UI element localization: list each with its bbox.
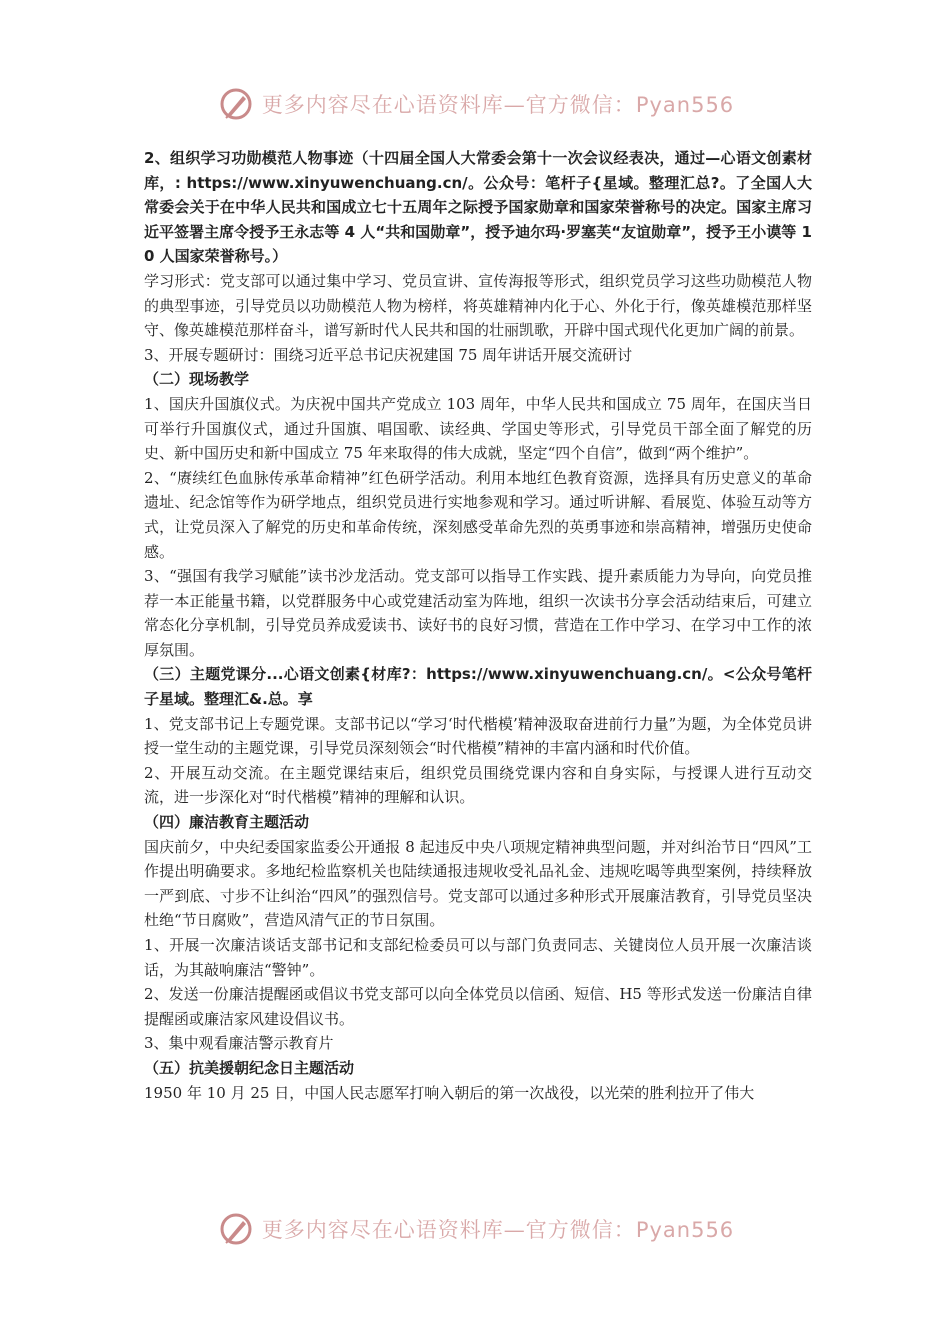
paragraph: 2、组织学习功勋模范人物事迹（十四届全国人大常委会第十一次会议经表决，通过—心语文创素材库，: https://www.xinyuwenchuang.cn/。公众号：笔杆子{星域。整理汇总?。了全国人大常委会关于在中华人民共和国成立七十五周年之际授予国家勋章和国家荣誉称号的决定。国家主席习近平签署主席令授予王永志等 4 人“共和国勋章”，授予迪尔玛·罗塞芙“友谊勋章”，授予王小谟等 10 人国家荣誉称号。） <box>144 149 812 266</box>
pen-logo-icon <box>216 1209 256 1249</box>
banner-label: 更多内容尽在心语资料库—官方微信： <box>261 93 636 117</box>
paragraph: 1、党支部书记上专题党课。支部书记以“学习‘时代楷模’精神汲取奋进前行力量”为题，为全体党员讲授一堂生动的主题党课，引导党员深刻领会“时代楷模”精神的丰富内涵和时代价值。 <box>144 714 812 758</box>
section-heading: （五）抗美援朝纪念日主题活动 <box>144 1058 355 1077</box>
banner-label: 更多内容尽在心语资料库—官方微信： <box>261 1218 636 1242</box>
paragraph: 3、开展专题研讨：围绕习近平总书记庆祝建国 75 周年讲话开展交流研讨 <box>144 345 633 364</box>
paragraph: 3、“强国有我学习赋能”读书沙龙活动。党支部可以指导工作实践、提升素质能力为导向，向党员推荐一本正能量书籍，以党群服务中心或党建活动室为阵地，组织一次读书分享会活动结束后，可建立常态化分享机制，引导党员养成爱读书、读好书的良好习惯，营造在工作中学习、在学习中工作的浓厚氛围。 <box>144 567 812 659</box>
paragraph: 1、开展一次廉洁谈话支部书记和支部纪检委员可以与部门负责同志、关键岗位人员开展一次廉洁谈话，为其敲响廉洁“警钟”。 <box>144 936 812 979</box>
header-banner <box>0 84 950 124</box>
paragraph: 3、集中观看廉洁警示教育片 <box>144 1034 334 1053</box>
paragraph: 国庆前夕，中央纪委国家监委公开通报 8 起违反中央八项规定精神典型问题，并对纠治节日“四风”工作提出明确要求。多地纪检监察机关也陆续通报违规收受礼品礼金、违规吃喝等典型案例，持续释放一严到底、寸步不让纠治“四风”的强烈信号。党支部可以通过多种形式开展廉洁教育，引导党员坚决杜绝“节日腐败”，营造风清气正的节日氛围。 <box>144 837 812 930</box>
paragraph: 1950 年 10 月 25 日，中国人民志愿军打响入朝后的第一次战役，以光荣的胜利拉开了伟大 <box>144 1083 755 1102</box>
section-heading: （四）廉洁教育主题活动 <box>144 813 310 832</box>
banner-wechat-id: Pyan556 <box>635 93 735 117</box>
section-heading: （三）主题党课分...心语文创素{材库?：https://www.xinyuwenchuang.cn/。<公众号笔杆子星域。整理汇&.总。享 <box>144 665 812 709</box>
paragraph: 学习形式：党支部可以通过集中学习、党员宣讲、宣传海报等形式，组织党员学习这些功勋模范人物的典型事迹，引导党员以功勋模范人物为榜样，将英雄精神内化于心、外化于行，像英雄模范那样坚守、像英雄模范那样奋斗，谱写新时代人民共和国的壮丽凯歌，开辟中国式现代化更加广阔的前景。 <box>144 271 812 340</box>
paragraph: 1、国庆升国旗仪式。为庆祝中国共产党成立 103 周年，中华人民共和国成立 75 周年，在国庆当日可举行升国旗仪式，通过升国旗、唱国歌、读经典、学国史等形式，引导党员干部全面了解党的历史、新中国历史和新中国成立 75 年来取得的伟大成就，坚定“四个自信”，做到“两个维护”。 <box>144 394 812 463</box>
banner-text <box>262 1214 734 1244</box>
banner-wechat-id: Pyan556 <box>635 1218 735 1242</box>
pen-logo-icon <box>216 84 256 124</box>
footer-banner <box>0 1209 950 1249</box>
banner-text <box>262 89 734 119</box>
section-heading: （二）现场教学 <box>144 370 250 389</box>
document-body <box>144 146 812 1105</box>
paragraph: 2、“赓续红色血脉传承革命精神”红色研学活动。利用本地红色教育资源，选择具有历史意义的革命遗址、纪念馆等作为研学地点，组织党员进行实地参观和学习。通过听讲解、看展览、体验互动等方式，让党员深入了解党的历史和革命传统，深刻感受革命先烈的英勇事迹和崇高精神，增强历史使命感。 <box>144 468 812 561</box>
paragraph: 2、发送一份廉洁提醒函或倡议书党支部可以向全体党员以信函、短信、H5 等形式发送一份廉洁自律提醒函或廉洁家风建设倡议书。 <box>144 985 812 1028</box>
paragraph: 2、开展互动交流。在主题党课结束后，组织党员围绕党课内容和自身实际，与授课人进行互动交流，进一步深化对“时代楷模”精神的理解和认识。 <box>144 763 812 807</box>
